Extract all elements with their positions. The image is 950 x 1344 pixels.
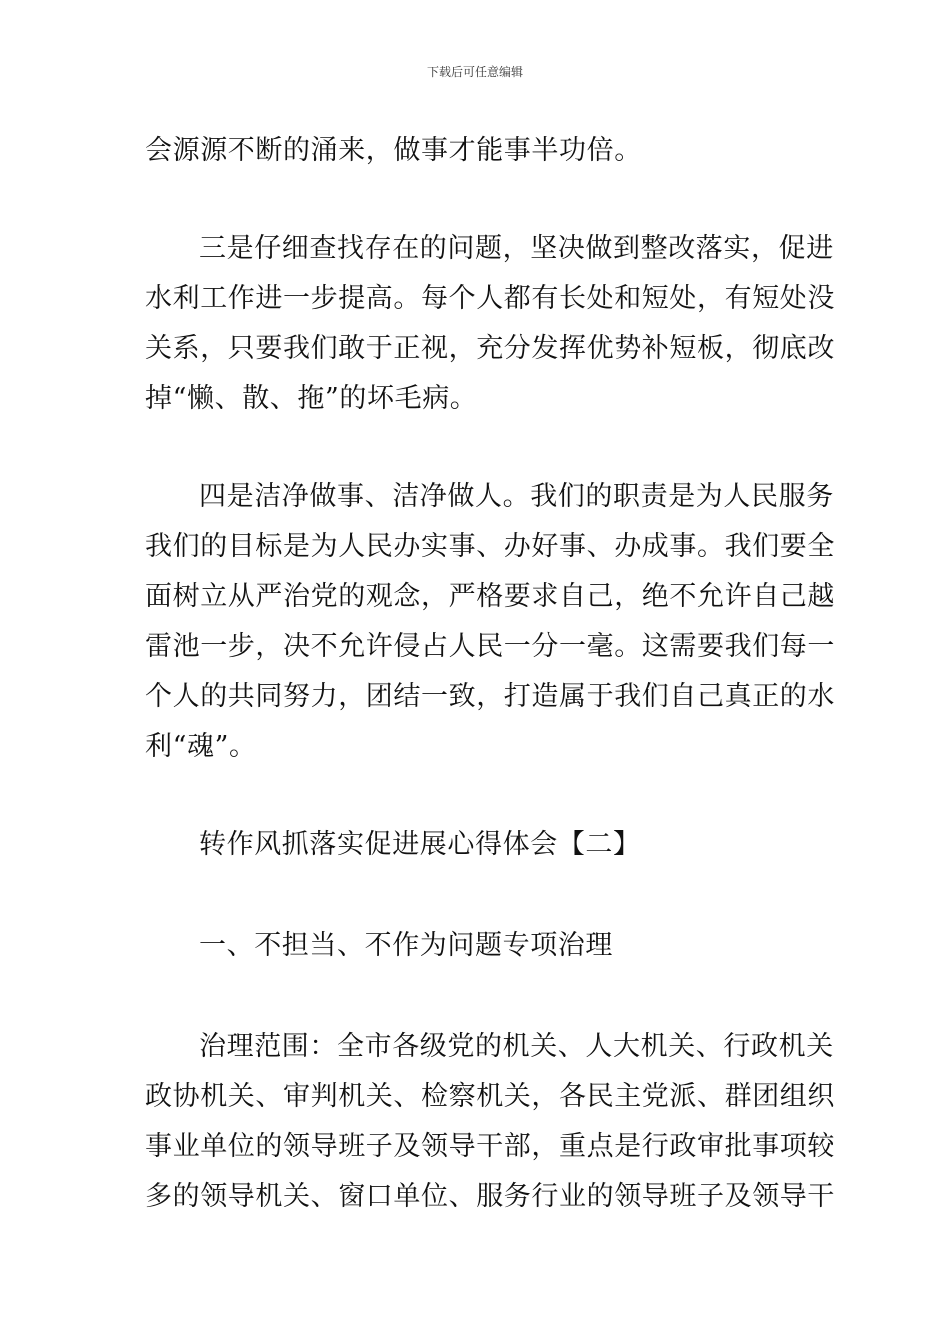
text-line: 水利工作进一步提高。每个人都有长处和短处，有短处没 — [145, 283, 835, 314]
text-line: 政协机关、审判机关、检察机关，各民主党派、群团组织 — [145, 1081, 835, 1112]
text-line: 多的领导机关、窗口单位、服务行业的领导班子及领导干 — [145, 1181, 835, 1212]
text-line: 关系，只要我们敢于正视，充分发挥优势补短板，彻底改 — [145, 333, 835, 364]
text-line: 掉“懒、散、拖”的坏毛病。 — [145, 383, 478, 414]
text-line: 雷池一步，决不允许侵占人民一分一毫。这需要我们每一 — [145, 631, 835, 662]
page-header: 下载后可任意编辑 — [426, 65, 523, 79]
paragraph-first-line: 治理范围：全市各级党的机关、人大机关、行政机关 — [199, 1031, 834, 1062]
text-line: 会源源不断的涌来，做事才能事半功倍。 — [145, 135, 642, 166]
text-line: 面树立从严治党的观念，严格要求自己，绝不允许自己越 — [145, 581, 835, 612]
text-line: 利“魂”。 — [145, 731, 257, 762]
paragraph-first-line: 四是洁净做事、洁净做人。我们的职责是为人民服务 — [199, 481, 834, 512]
paragraph-first-line: 三是仔细查找存在的问题，坚决做到整改落实，促进 — [199, 233, 834, 264]
text-line: 事业单位的领导班子及领导干部，重点是行政审批事项较 — [145, 1131, 835, 1162]
section-heading: 转作风抓落实促进展心得体会【二】 — [199, 829, 641, 860]
text-line: 我们的目标是为人民办实事、办好事、办成事。我们要全 — [145, 531, 835, 562]
text-line: 个人的共同努力，团结一致，打造属于我们自己真正的水 — [145, 681, 835, 712]
subsection-heading: 一、不担当、不作为问题专项治理 — [199, 930, 613, 961]
